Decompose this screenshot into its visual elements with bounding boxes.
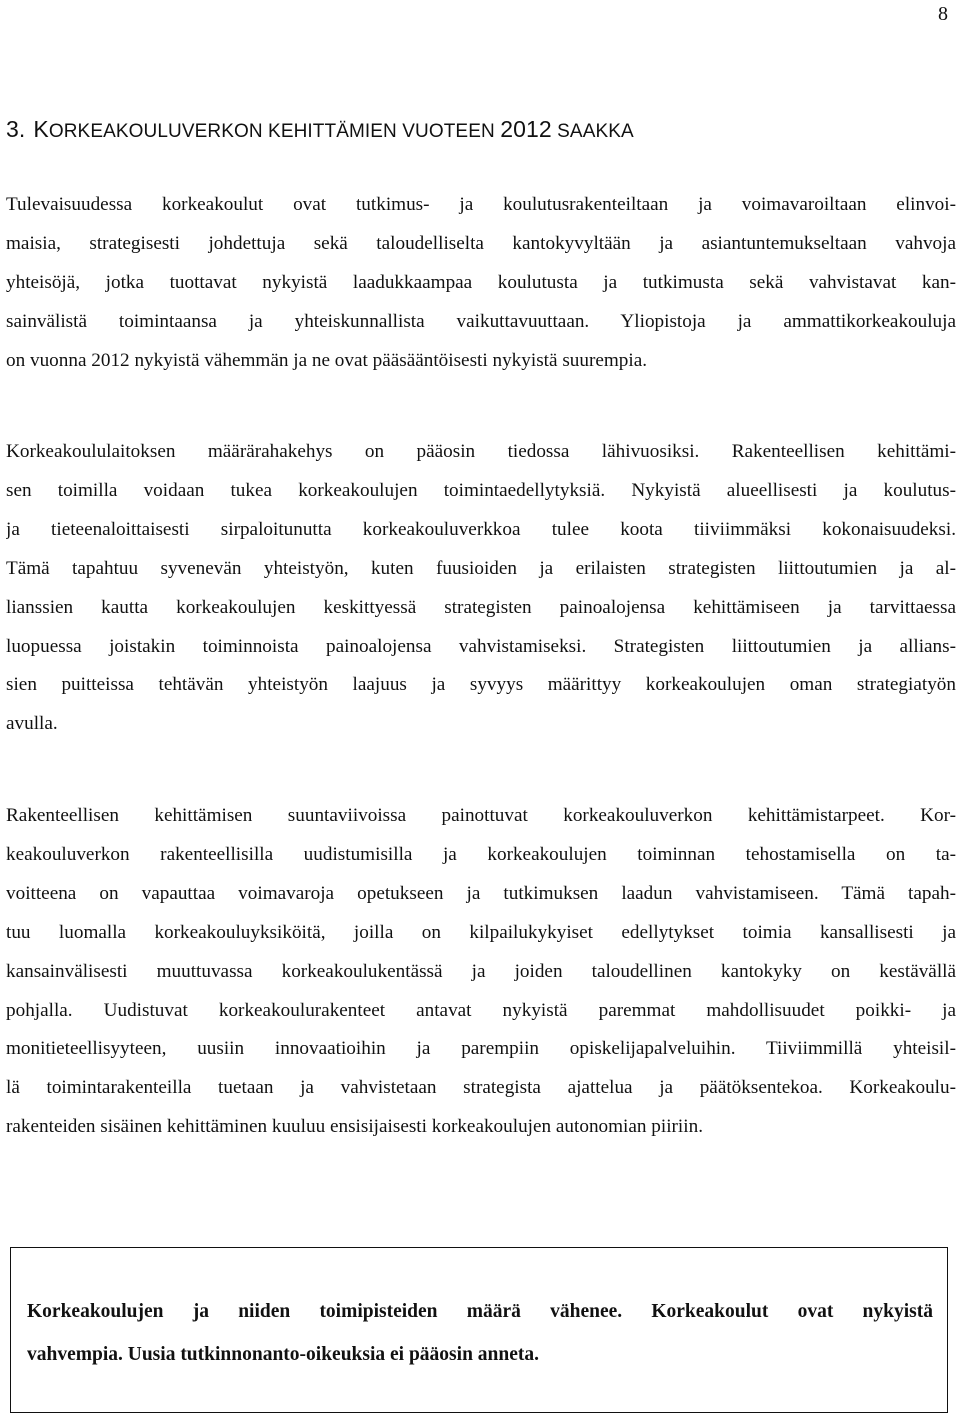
paragraph-line: Tämä tapahtuu syvenevän yhteistyön, kuten fuusioiden ja erilaisten strategisten liittoutumien ja al- xyxy=(6,557,956,579)
heading-part: SAAKKA xyxy=(551,121,634,142)
paragraph-line: keakouluverkon rakenteellisilla uudistumisilla ja korkeakoulujen toiminnan tehostamisella on ta- xyxy=(6,843,956,865)
paragraph-line: maisia, strategisesti johdettuja sekä taloudelliselta kantokyvyltään ja asiantuntemukseltaan vahvoja xyxy=(6,232,956,254)
paragraph-line: Tulevaisuudessa korkeakoulut ovat tutkimus- ja koulutusrakenteiltaan ja voimavaroiltaan elinvoi- xyxy=(6,194,956,215)
paragraph-line: pohjalla. Uudistuvat korkeakoulurakenteet antavat nykyistä paremmat mahdollisuudet poikki- ja xyxy=(6,999,956,1021)
summary-box xyxy=(10,1247,948,1413)
paragraph-line: kansainvälisesti muuttuvassa korkeakoulukentässä ja joiden taloudellinen kantokyky on kestävällä xyxy=(6,960,956,982)
paragraph-line: luopuessa joistakin toiminnoista painoalojensa vahvistamiseksi. Strategisten liittoutumien ja allians- xyxy=(6,635,956,657)
section-heading xyxy=(6,114,634,147)
summary-line: vahvempia. Uusia tutkinnonanto-oikeuksia ei pääosin anneta. xyxy=(27,1344,539,1365)
paragraph-line: lianssien kautta korkeakoulujen keskittyessä strategisten painoalojensa kehittämiseen ja tarvittaessa xyxy=(6,596,956,618)
paragraph-line: ja tieteenaloittaisesti sirpaloitunutta korkeakouluverkkoa tulee koota tiiviimmäksi kokonaisuudeksi. xyxy=(6,518,956,540)
paragraph-line: sien puitteissa tehtävän yhteistyön laajuus ja syvyys määrittyy korkeakoulujen oman strategiatyön xyxy=(6,674,956,696)
paragraph-line: avulla. xyxy=(6,713,58,735)
paragraph-line: monitieteellisyyteen, uusiin innovaatioihin ja parempiin opiskelijapalveluihin. Tiiviimmillä yhteisil- xyxy=(6,1038,956,1060)
paragraph-line: rakenteiden sisäinen kehittäminen kuuluu ensisijaisesti korkeakoulujen autonomian piiriin. xyxy=(6,1116,703,1138)
paragraph-line: sen toimilla voidaan tukea korkeakoulujen toimintaedellytyksiä. Nykyistä alueellisesti ja koulutus- xyxy=(6,479,956,501)
summary-text xyxy=(27,1290,933,1376)
paragraph-line: lä toimintarakenteilla tuetaan ja vahvistetaan strategista ajattelua ja päätöksentekoa. Korkeakoulu- xyxy=(6,1077,956,1099)
heading-part: 2012 xyxy=(500,116,552,142)
paragraph-line: sainvälistä toimintaansa ja yhteiskunnallista vaikuttavuuttaan. Yliopistoja ja ammattikorkeakouluja xyxy=(6,310,956,332)
paragraph-funding xyxy=(6,433,956,744)
paragraph-line: tuu luomalla korkeakouluyksiköitä, joilla on kilpailukykyiset edellytykset toimia kansallisesti ja xyxy=(6,921,956,943)
paragraph-intro xyxy=(6,186,956,381)
heading-part: K xyxy=(33,116,49,142)
summary-line: Korkeakoulujen ja niiden toimipisteiden määrä vähenee. Korkeakoulut ovat nykyistä xyxy=(27,1301,933,1322)
paragraph-line: on vuonna 2012 nykyistä vähemmän ja ne ovat pääsääntöisesti nykyistä suurempia. xyxy=(6,349,648,371)
paragraph-line: Korkeakoululaitoksen määrärahakehys on pääosin tiedossa lähivuosiksi. Rakenteellisen kehittämi- xyxy=(6,441,956,462)
section-number: 3. xyxy=(6,116,26,142)
paragraph-line: voitteena on vapauttaa voimavaroja opetukseen ja tutkimuksen laadun vahvistamiseen. Tämä tapah- xyxy=(6,882,956,904)
page-number: 8 xyxy=(938,3,948,25)
section-title xyxy=(33,116,633,142)
paragraph-structural-development xyxy=(6,797,956,1147)
paragraph-line: Rakenteellisen kehittämisen suuntaviivoissa painottuvat korkeakouluverkon kehittämistarpeet. Kor- xyxy=(6,805,956,826)
heading-part: ORKEAKOULUVERKON KEHITTÄMIEN VUOTEEN xyxy=(48,121,501,142)
paragraph-line: yhteisöjä, jotka tuottavat nykyistä laadukkaampaa koulutusta ja tutkimusta sekä vahvistavat kan- xyxy=(6,271,956,293)
